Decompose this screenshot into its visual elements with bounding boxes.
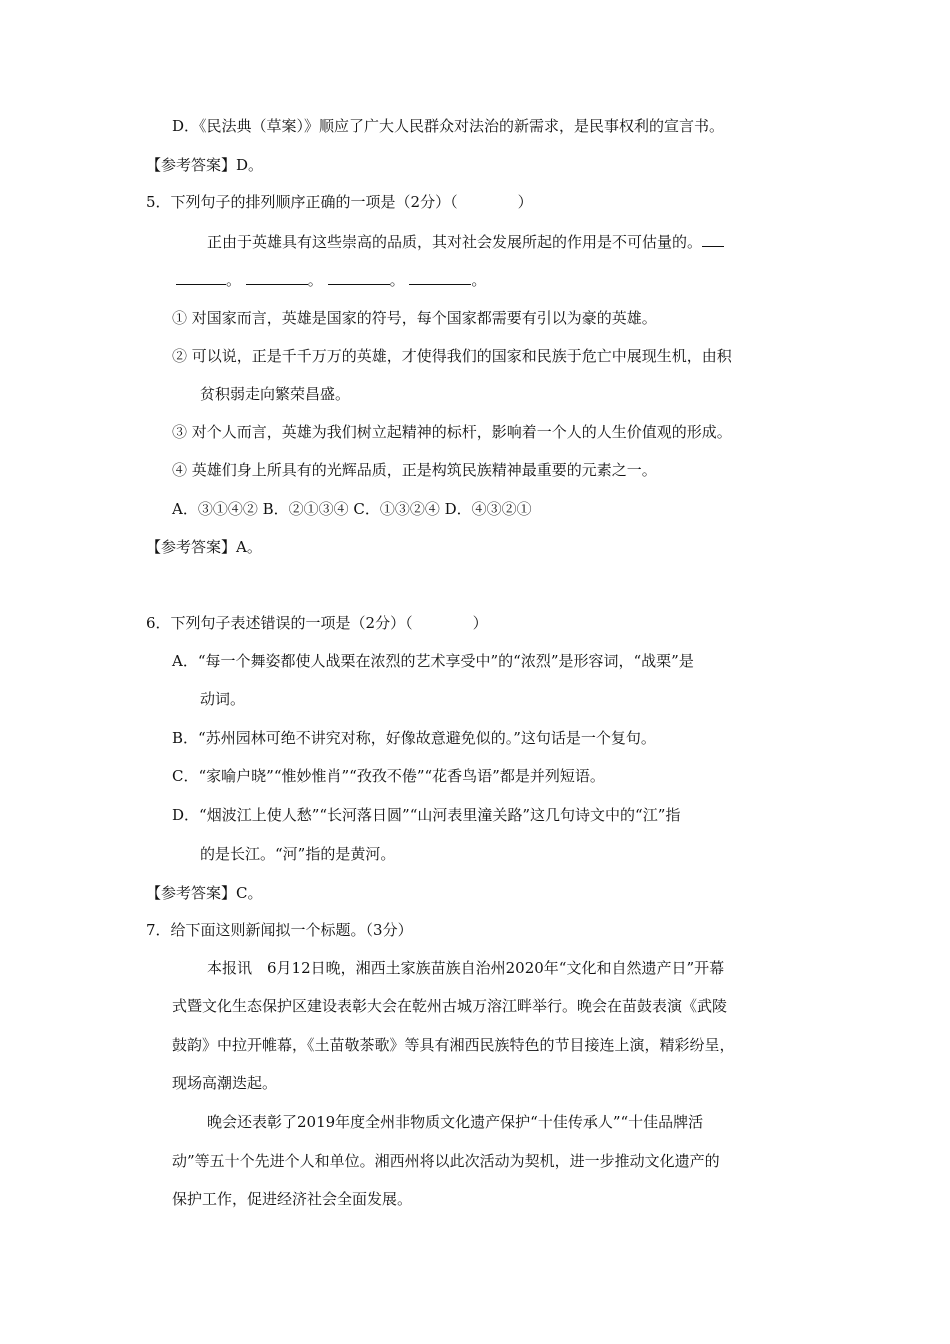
q6-stem-text: 6．下列句子表述错误的一项是（2分）（ [146, 614, 413, 632]
q4-option-d: D．《民法典（草案）》顺应了广大人民群众对法治的新需求，是民事权利的宣言书。 [172, 117, 725, 135]
q6-option-d-line2: 的是长江。“河”指的是黄河。 [200, 845, 396, 863]
q5-blank-row [176, 270, 486, 290]
q5-sep-2: 。 [307, 271, 323, 289]
q6-option-c: C．“家喻户晓”“惟妙惟肖”“孜孜不倦”“花香鸟语”都是并列短语。 [172, 767, 605, 785]
q7-news-p2-line3: 保护工作，促进经济社会全面发展。 [172, 1190, 413, 1208]
q6-stem-close: ） [472, 614, 488, 632]
q5-stem-text: 5．下列句子的排列顺序正确的一项是（2分）（ [146, 193, 458, 211]
q5-sentence-2-line2: 贫积弱走向繁荣昌盛。 [200, 385, 351, 403]
q7-news-p1-line2: 式暨文化生态保护区建设表彰大会在乾州古城万溶江畔举行。晚会在苗鼓表演《武陵 [172, 997, 728, 1015]
q7-news-p1-line1: 本报讯 6月12日晚，湘西土家族苗族自治州2020年“文化和自然遗产日”开幕 [207, 959, 725, 977]
q7-news-p1-line4: 现场高潮迭起。 [172, 1074, 278, 1092]
q5-stem [146, 192, 533, 212]
q5-sep-1: 。 [226, 271, 242, 289]
q6-option-b: B．“苏州园林可绝不讲究对称，好像故意避免似的。”这句话是一个复句。 [172, 729, 656, 747]
q5-blank-4[interactable] [409, 270, 471, 285]
q7-stem: 7．给下面这则新闻拟一个标题。（3分） [146, 921, 413, 939]
q5-blank-2[interactable] [246, 270, 308, 285]
q6-stem [146, 613, 488, 633]
q5-sentence-3: ③ 对个人而言，英雄为我们树立起精神的标杆，影响着一个人的人生价值观的形成。 [172, 423, 732, 441]
q5-answer: 【参考答案】A。 [146, 538, 262, 556]
q7-news-p2-line1: 晚会还表彰了2019年度全州非物质文化遗产保护“十佳传承人”“十佳品牌活 [207, 1113, 704, 1131]
q6-option-d-line1: D．“烟波江上使人愁”“长河落日圆”“山河表里潼关路”这几句诗文中的“江”指 [172, 806, 681, 824]
q5-lead-text: 正由于英雄具有这些崇高的品质，其对社会发展所起的作用是不可估量的。 [207, 233, 703, 251]
q5-blank-1[interactable] [176, 270, 226, 285]
q5-blank-3[interactable] [328, 270, 390, 285]
q6-option-a-line2: 动词。 [200, 690, 246, 708]
q5-sep-4: 。 [471, 271, 487, 289]
q5-sentence-2-line1: ② 可以说，正是千千万万的英雄，才使得我们的国家和民族于危亡中展现生机，由积 [172, 347, 732, 365]
q5-sentence-1: ① 对国家而言，英雄是国家的符号，每个国家都需要有引以为豪的英雄。 [172, 309, 657, 327]
q5-stem-close: ） [517, 193, 533, 211]
q7-news-p1-line3: 鼓韵》中拉开帷幕，《土苗敬茶歌》等具有湘西民族特色的节目接连上演，精彩纷呈， [172, 1036, 735, 1054]
q5-lead-sentence [207, 232, 724, 252]
q5-sep-3: 。 [389, 271, 405, 289]
q4-answer: 【参考答案】D。 [146, 156, 264, 174]
q6-answer: 【参考答案】C。 [146, 884, 263, 902]
q7-news-p2-line2: 动”等五十个先进个人和单位。湘西州将以此次活动为契机，进一步推动文化遗产的 [172, 1152, 720, 1170]
q5-sentence-4: ④ 英雄们身上所具有的光辉品质，正是构筑民族精神最重要的元素之一。 [172, 461, 657, 479]
q5-options: A．③①④② B．②①③④ C．①③②④ D．④③②① [172, 500, 532, 518]
q6-option-a-line1: A．“每一个舞姿都使人战栗在浓烈的艺术享受中”的“浓烈”是形容词，“战栗”是 [172, 652, 694, 670]
q5-blank-1-start[interactable] [702, 232, 724, 247]
